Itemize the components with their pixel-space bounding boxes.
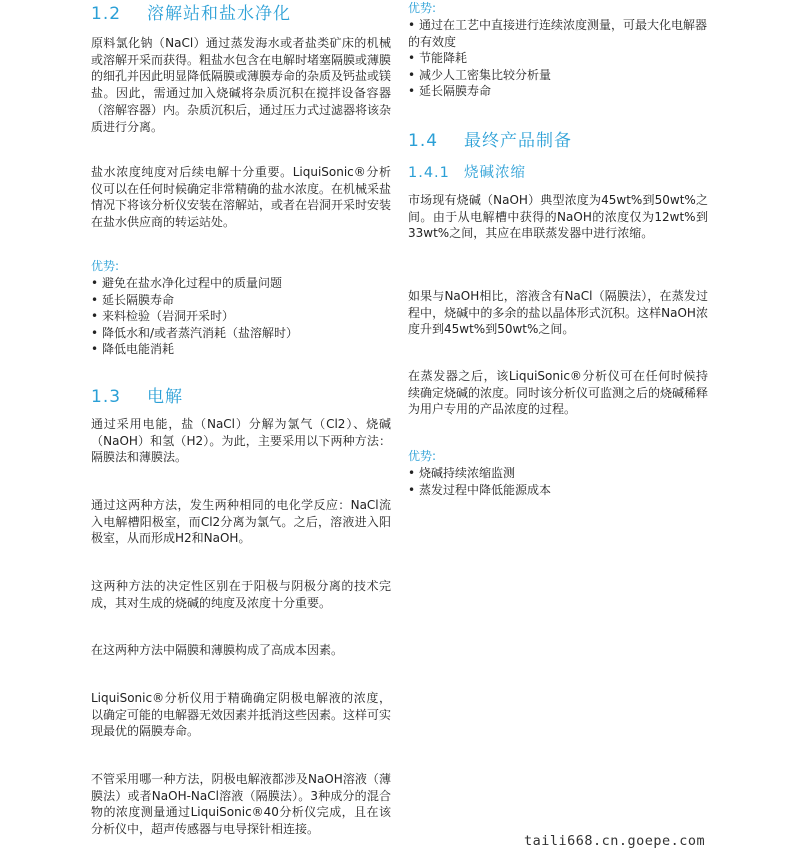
section-title: 电解 bbox=[147, 387, 183, 407]
paragraph: 市场现有烧碱（NaOH）典型浓度为45wt%到50wt%之间。由于从电解槽中获得的NaOH的浓度仅为12wt%到33wt%之间，其应在串联蒸发器中进行浓缩。 bbox=[408, 193, 708, 241]
section-title: 溶解站和盐水净化 bbox=[147, 4, 291, 24]
advantages-list bbox=[408, 17, 713, 100]
paragraph: LiquiSonic®分析仪用于精确确定阴极电解液的浓度，以确定可能的电解器无效因素并抵消这些因素。这样可实现最优的隔膜寿命。 bbox=[91, 691, 392, 739]
list-item: • 延长隔膜寿命 bbox=[408, 83, 713, 100]
paragraph: 通过采用电能，盐（NaCl）分解为氯气（Cl2）、烧碱（NaOH）和氢（H2）。为此，主要采用以下两种方法：隔膜法和薄膜法。 bbox=[91, 417, 391, 465]
paragraph: 这两种方法的决定性区别在于阳极与阴极分离的技术完成，其对生成的烧碱的纯度及浓度十分重要。 bbox=[91, 579, 391, 610]
section-1-4-1-heading bbox=[408, 163, 526, 183]
advantages-list bbox=[408, 465, 551, 498]
advantages-label: 优势: bbox=[408, 449, 437, 463]
list-item: • 通过在工艺中直接进行连续浓度测量，可最大化电解器的有效度 bbox=[408, 17, 713, 50]
advantages-list bbox=[91, 275, 298, 358]
section-title: 最终产品制备 bbox=[464, 131, 572, 151]
paragraph: 在这两种方法中隔膜和薄膜构成了高成本因素。 bbox=[91, 643, 344, 657]
list-item: • 减少人工密集比较分析量 bbox=[408, 67, 713, 84]
section-number: 1.4.1 bbox=[408, 165, 450, 181]
section-1-2-heading bbox=[91, 3, 291, 25]
section-number: 1.2 bbox=[91, 4, 122, 24]
advantages-label: 优势: bbox=[408, 1, 437, 15]
section-number: 1.3 bbox=[91, 387, 122, 407]
paragraph: 如果与NaOH相比，溶液含有NaCl（隔膜法），在蒸发过程中，烧碱中的多余的盐以晶体形式沉积。这样NaOH浓度升到45wt%到50wt%之间。 bbox=[408, 289, 708, 337]
list-item: • 烧碱持续浓缩监测 bbox=[408, 465, 551, 482]
list-item: • 降低水和/或者蒸汽消耗（盐溶解时） bbox=[91, 325, 298, 342]
list-item: • 降低电能消耗 bbox=[91, 341, 298, 358]
list-item: • 蒸发过程中降低能源成本 bbox=[408, 482, 551, 499]
list-item: • 延长隔膜寿命 bbox=[91, 292, 298, 309]
list-item: • 来料检验（岩洞开采时） bbox=[91, 308, 298, 325]
section-1-4-heading bbox=[408, 130, 572, 152]
paragraph: 不管采用哪一种方法，阴极电解液都涉及NaOH溶液（薄膜法）或者NaOH-NaCl溶液（隔膜法）。3种成分的混合物的浓度测量通过LiquiSonic®40分析仪完成，且在该分析仪中，超声传感器与电导探针相连接。 bbox=[91, 772, 391, 837]
section-1-3-heading bbox=[91, 386, 183, 408]
section-title: 烧碱浓缩 bbox=[464, 165, 526, 181]
paragraph: 原料氯化钠（NaCl）通过蒸发海水或者盐类矿床的机械或溶解开采而获得。粗盐水包含在电解时堵塞隔膜或薄膜的细孔并因此明显降低隔膜或薄膜寿命的杂质及钙盐或镁盐。因此，需通过加入烧碱将杂质沉积在搅拌设备容器（溶解容器）内。杂质沉积后，通过压力式过滤器将该杂质进行分离。 bbox=[91, 36, 392, 134]
section-number: 1.4 bbox=[408, 131, 439, 151]
watermark: taili668.cn.goepe.com bbox=[524, 833, 706, 849]
paragraph: 在蒸发器之后，该LiquiSonic®分析仪可在任何时候持续确定烧碱的浓度。同时该分析仪可监测之后的烧碱稀释为用户专用的产品浓度的过程。 bbox=[408, 369, 709, 417]
list-item: • 节能降耗 bbox=[408, 50, 713, 67]
advantages-label: 优势: bbox=[91, 259, 120, 273]
list-item: • 避免在盐水净化过程中的质量问题 bbox=[91, 275, 298, 292]
paragraph: 盐水浓度纯度对后续电解十分重要。LiquiSonic®分析仪可以在任何时候确定非常精确的盐水浓度。在机械采盐情况下将该分析仪安装在溶解站，或者在岩洞开采时安装在盐水供应商的转运站处。 bbox=[91, 165, 392, 230]
paragraph: 通过这两种方法，发生两种相同的电化学反应：NaCl流入电解槽阳极室，而Cl2分离为氯气。之后，溶液进入阳极室，从而形成H2和NaOH。 bbox=[91, 498, 391, 546]
